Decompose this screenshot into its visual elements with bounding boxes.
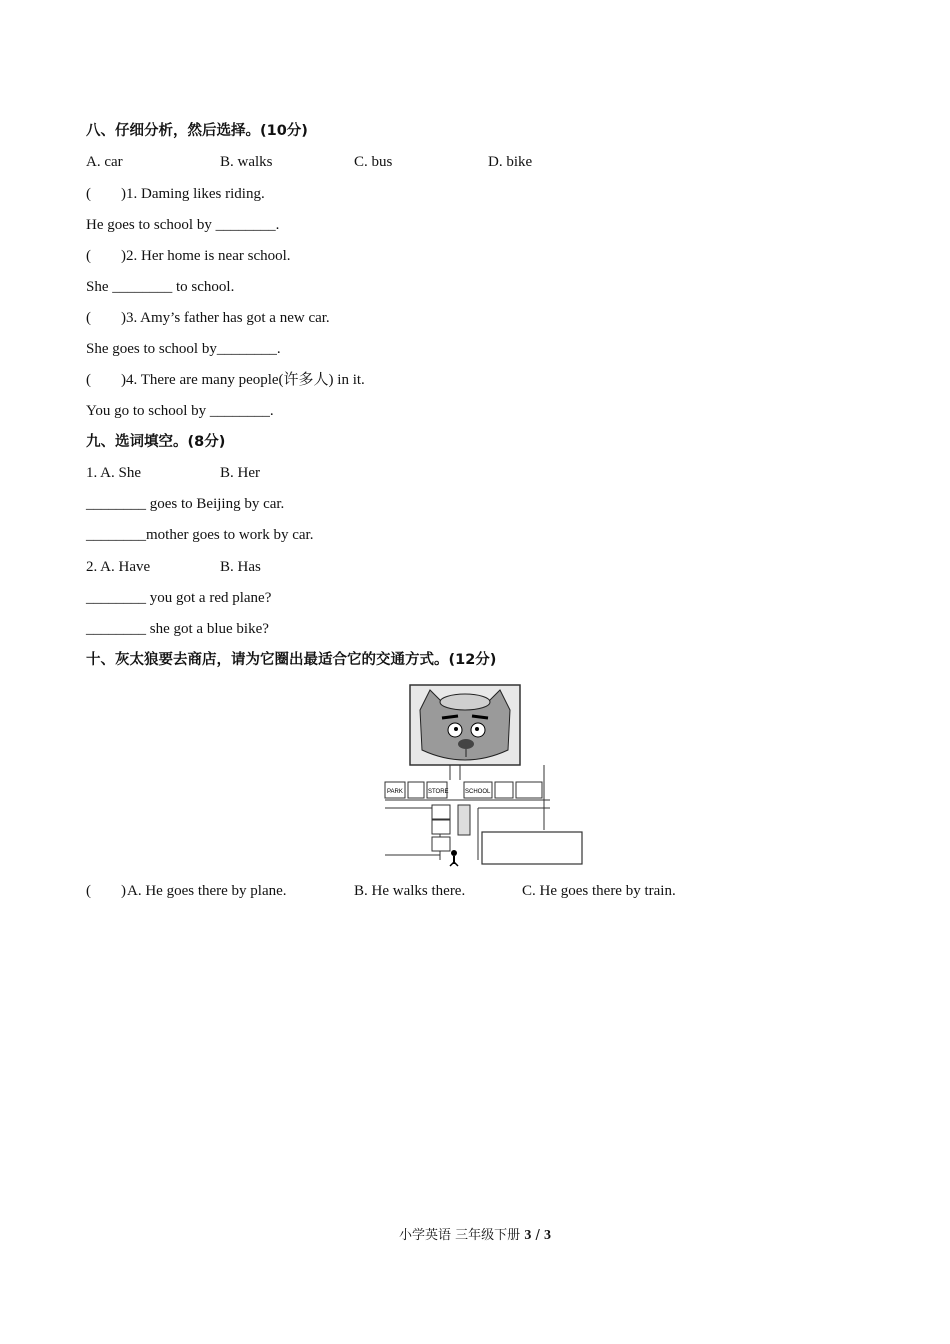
wolf-map-figure	[360, 680, 590, 870]
choice-b: B. He walks there.	[354, 883, 466, 899]
option-c: C. bus	[354, 154, 393, 170]
map-label-school: SCHOOL	[465, 789, 491, 795]
question-1: ( )1. Daming likes riding.	[86, 186, 265, 202]
map-label-store: STORE	[428, 789, 449, 795]
page-footer	[0, 1224, 950, 1244]
group-1-option-a: 1. A. She	[86, 465, 142, 481]
group-2-option-a: 2. A. Have	[86, 559, 151, 575]
answer-line-1: He goes to school by ________.	[86, 217, 280, 233]
answer-line-3: She goes to school by________.	[86, 341, 281, 357]
option-b: B. walks	[220, 154, 273, 170]
question-3: ( )3. Amy’s father has got a new car.	[86, 310, 330, 326]
choice-a: A. He goes there by plane.	[127, 883, 287, 899]
footer-text: 小学英语 三年级下册	[399, 1228, 521, 1243]
section-10-heading: 十、灰太狼要去商店，请为它圈出最适合它的交通方式。(12分)	[86, 652, 497, 668]
group-1-sentence-1: ________ goes to Beijing by car.	[86, 496, 285, 512]
group-1-option-b: B. Her	[220, 465, 260, 481]
map-label-park: PARK	[387, 789, 403, 795]
question-4: ( )4. There are many people(许多人) in it.	[86, 372, 365, 388]
page-total: 3	[543, 1228, 551, 1243]
option-a: A. car	[86, 154, 123, 170]
option-d: D. bike	[488, 154, 533, 170]
group-2-option-b: B. Has	[220, 559, 261, 575]
choice-c: C. He goes there by train.	[522, 883, 676, 899]
page-number: 3	[524, 1228, 532, 1243]
group-2-sentence-2: ________ she got a blue bike?	[86, 621, 269, 637]
group-2-sentence-1: ________ you got a red plane?	[86, 590, 272, 606]
group-1-sentence-2: ________mother goes to work by car.	[86, 527, 314, 543]
wolf-face-icon	[420, 690, 510, 760]
page-separator: /	[531, 1228, 544, 1243]
answer-bracket: ( )	[86, 883, 126, 899]
person-marker-icon	[450, 850, 458, 866]
answer-line-2: She ________ to school.	[86, 279, 235, 295]
section-9-heading: 九、选词填空。(8分)	[86, 434, 226, 450]
answer-line-4: You go to school by ________.	[86, 403, 274, 419]
section-8-heading: 八、仔细分析，然后选择。(10分)	[86, 123, 308, 139]
question-2: ( )2. Her home is near school.	[86, 248, 291, 264]
